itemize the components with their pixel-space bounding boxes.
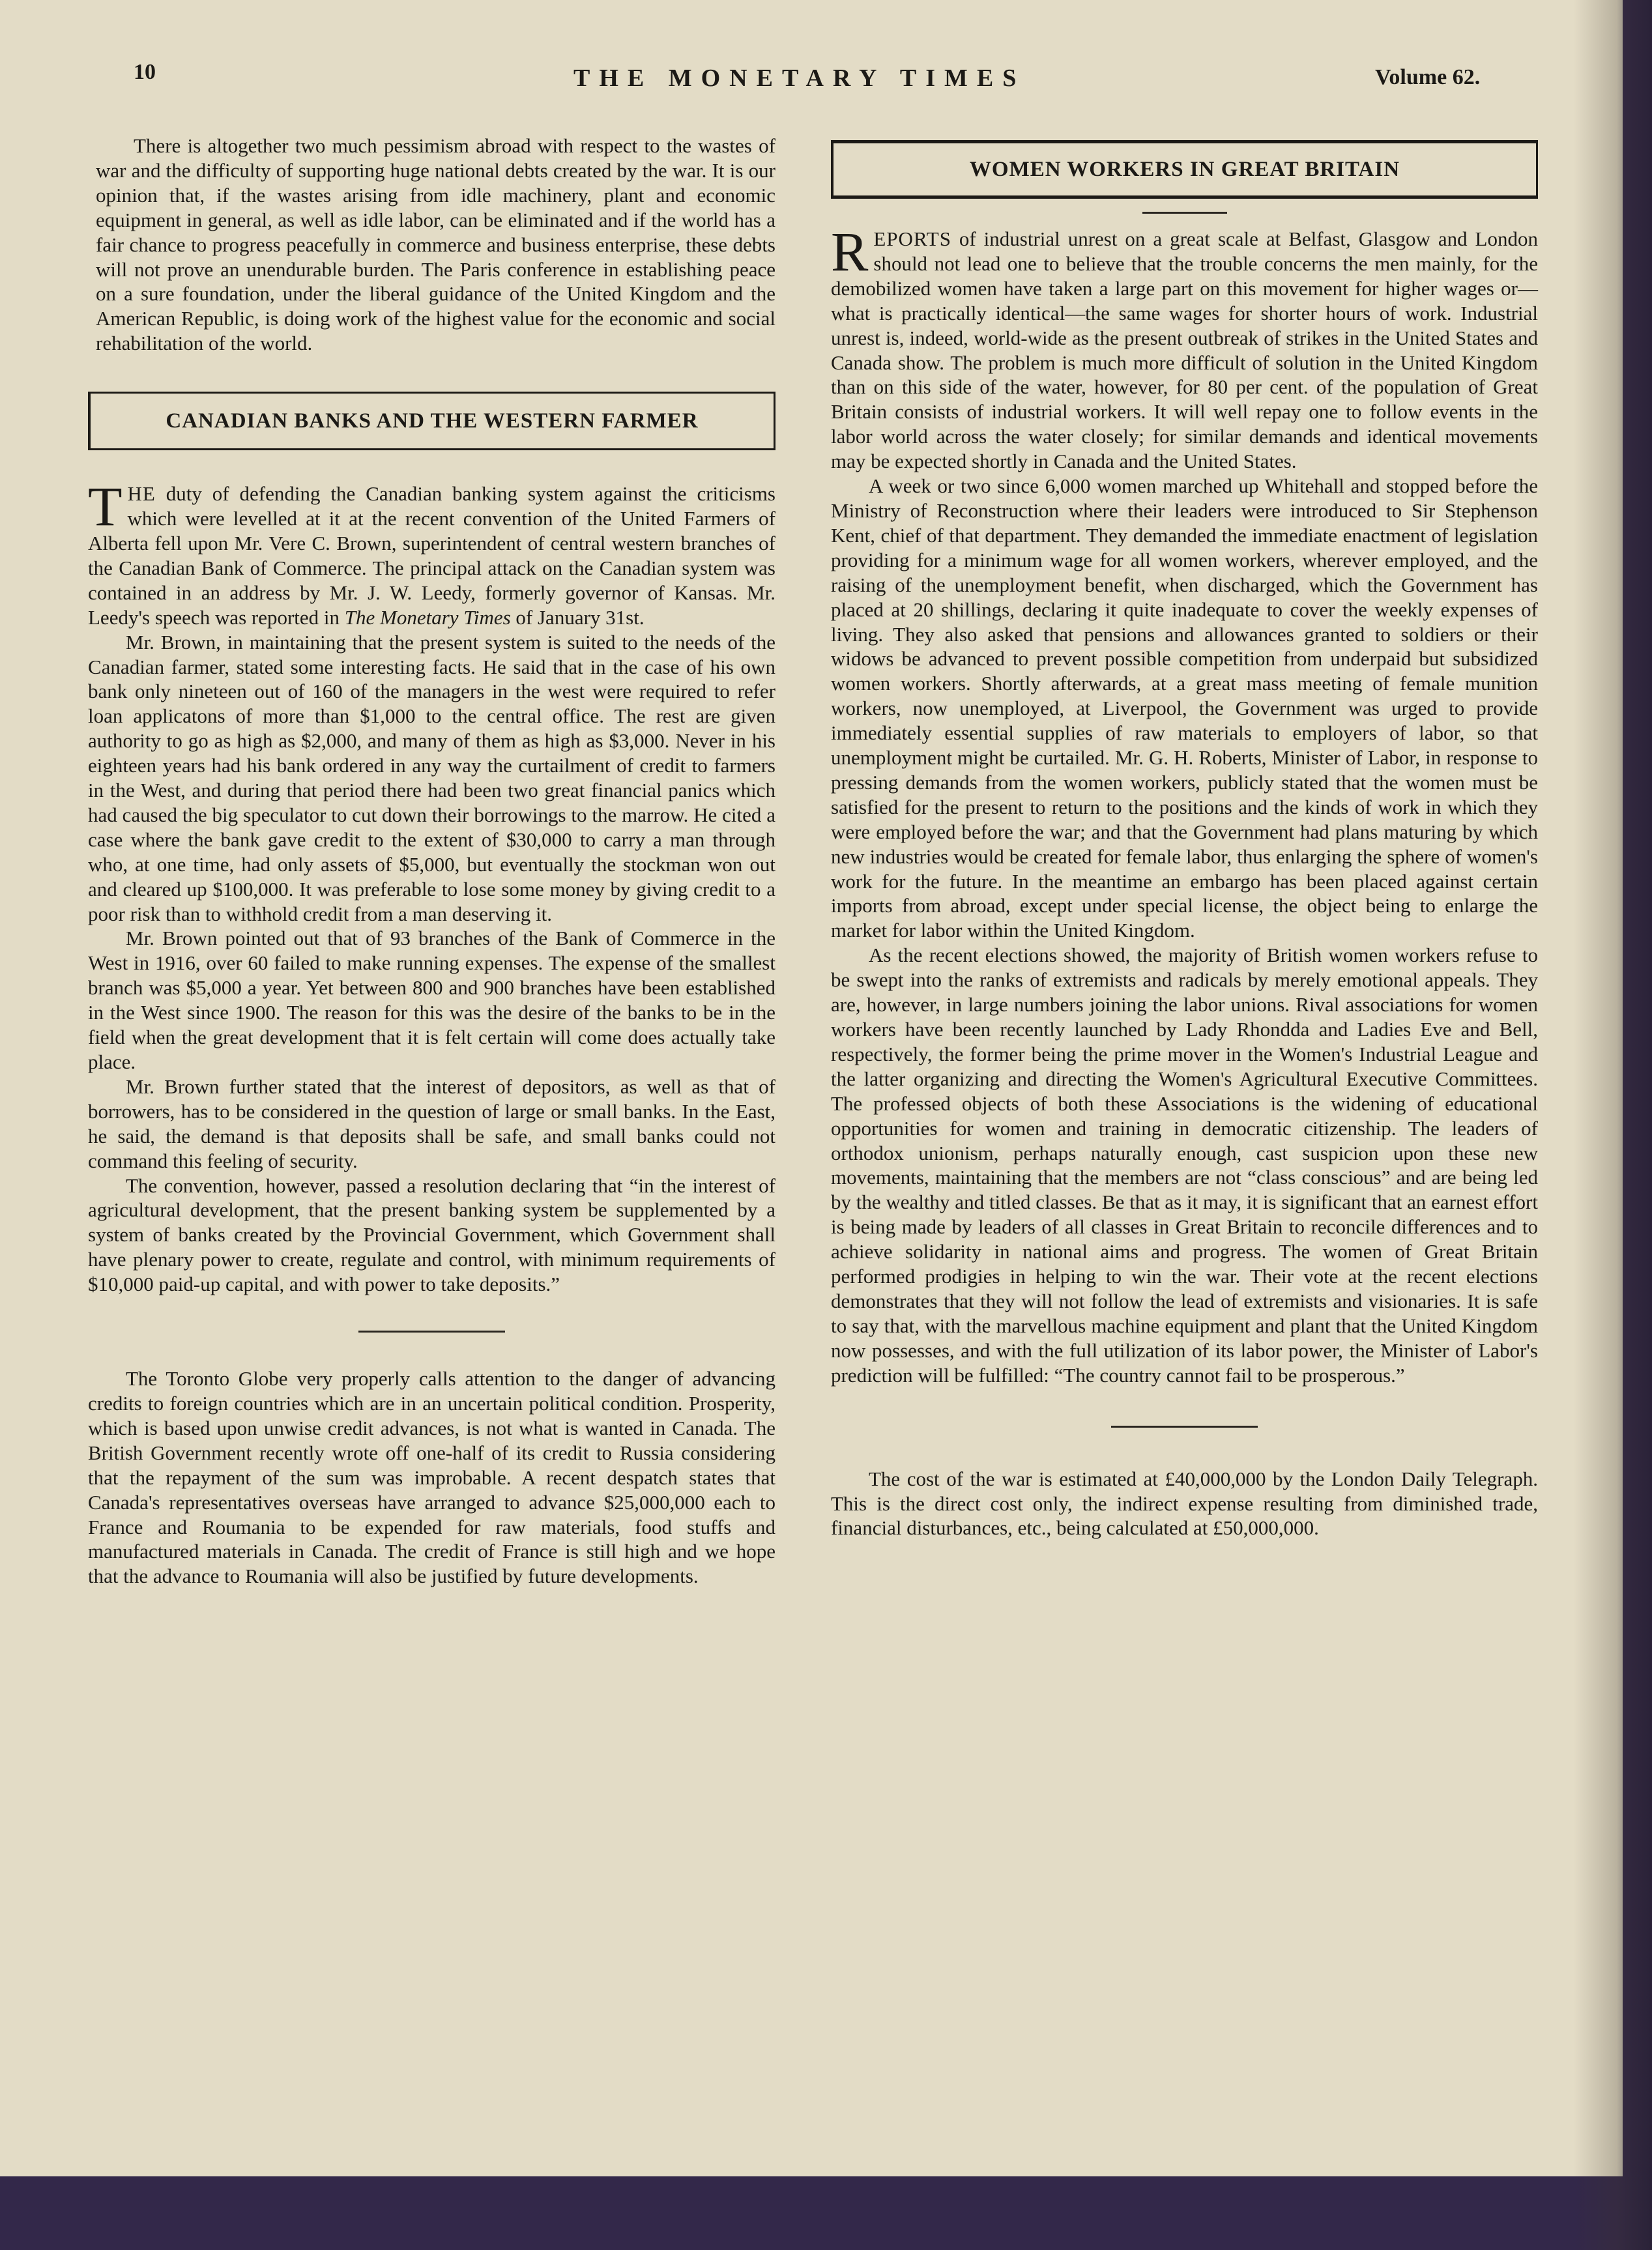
volume-label: Volume 62. [1375,65,1481,89]
article-title-women-workers [831,140,1538,199]
page-spine-shadow [1574,0,1652,2250]
right-column [831,134,1538,1540]
page-number: 10 [134,60,156,84]
article-title-text: CANADIAN BANKS AND THE WESTERN FARMER [166,409,699,433]
intro-paragraph: There is altogether two much pessimism abroad with respect to the wastes of war and the difficulty of supporting huge national debts created by the war. It is our opinion that, if the wastes arising from idle machinery, plant and economic equipment in general, as well as idle labor, can be eliminated and if the world has a fair chance to progress peacefully in commerce and business enterprise, these debts will not prove an unendurable burden. The Paris conference in establishing peace on a sure foundation, under the liberal guidance of the United Kingdom and the American Republic, is doing work of the highest value for the economic and social rehabilitation of the world. [96,134,775,355]
publication-name: The Monetary Times [344,605,511,629]
article-paragraph: The convention, however, passed a resolution declaring that “in the interest of agricultural development, that the present banking system be supplemented by a system of banks created by the Provincial Government, which Government shall have plenary power to create, regulate and control, with minimum requirements of $10,000 paid-up capital, and with power to take deposits.” [88,1174,775,1296]
paragraph-text: of industrial unrest on a great scale at Belfast, Glasgow and London should not lead one to believe that the trouble concerns the men mainly, for the demobilized women have taken a large part on this movement for higher wages or—what is practically identical—the same wages for shorter hours of work. Industrial unrest is, indeed, world-wide as the present outbreak of strikes in the United States and Canada show. The problem is much more difficult of solution in the United Kingdom than on this side of the water, however, for 80 per cent. of the population of Great Britain consists of industrial workers. It will well repay one to follow events in the labor world across the water closely; for similar demands and identical movements may be expected shortly in Canada and the United States. [831,227,1538,473]
paragraph-text-end: of January 31st. [510,605,645,629]
article-paragraph: As the recent elections showed, the majority of British women workers refuse to be swept into the ranks of extremists and radicals by merely emotional appeals. They are, however, in large numbers joining the labor unions. Rival associations for women workers have been recently launched by Lady Rhondda and Ladies Eve and Bell, respectively, the former being the prime mover in the Women's Industrial League and the latter organizing and directing the Women's Agricultural Executive Committees. The professed objects of both these Associations is the widening of educational opportunities for women and training in democratic citizenship. The leaders of orthodox unionism, perhaps naturally enough, cast suspicion upon these new movements, maintaining that the members are not “class conscious” and are being led by the wealthy and titled classes. Be that as it may, it is significant that an earnest effort is being made by leaders of all classes in Great Britain to reconcile differences and to achieve solidarity in national aims and progress. The women of Great Britain performed prodigies in helping to win the war. Their vote at the recent elections demonstrates that they will not follow the lead of extremists and visionaries. It is safe to say that, with the marvellous machine equipment and plant that the United Kingdom now possesses, and with the full utilization of its labor power, the Minister of Labor's prediction will be fulfilled: “The country cannot fail to be prosperous.” [831,944,1538,1387]
drop-cap: R [831,220,869,283]
article-title-text: WOMEN WORKERS IN GREAT BRITAIN [969,157,1400,181]
drop-cap: T [88,475,123,538]
globe-paragraph: The Toronto Globe very properly calls attention to the danger of advancing credits to foreign countries which are in an uncertain political condition. Prosperity, which is based upon unwise credit advances, is not what is wanted in Canada. The British Government recently wrote off one-half of its credit to Russia considering that the repayment of the sum was improbable. A recent despatch states that Canada's representatives overseas have arranged to advance $25,000,000 each to France and Roumania to be expended for raw materials, food stuffs and manufactured materials in Canada. The credit of France is still high and we hope that the advance to Roumania will also be justified by future developments. [88,1367,775,1588]
article-paragraph: Mr. Brown, in maintaining that the present system is suited to the needs of the Canadian farmer, stated some interesting facts. He said that in the case of his own bank only nineteen out of 160 of the managers in the west were required to refer loan applicatons of more than $1,000 to the central office. The rest are given authority to go as high as $2,000, and many of them as high as $3,000. Never in his eighteen years had his bank ordered in any way the curtailment of credit to farmers in the West, and during that period there had been two great financial panics which had caused the big speculator to cut down their borrowings to the marrow. He cited a case where the bank gave credit to the extent of $30,000 to carry a man through who, at one time, had only assets of $5,000, but eventually the stockman won out and cleared up $100,000. It was preferable to lose some money by giving credit to a poor risk than to withhold credit from a man deserving it. [88,630,775,925]
page-header [0,60,1623,99]
war-cost-paragraph: The cost of the war is estimated at £40,000,000 by the London Daily Telegraph. This is the direct cost only, the indirect expense resulting from diminished trade, financial disturbances, etc., being calculated at £50,000,000. [831,1467,1538,1540]
paragraph-text: duty of defending the Canadian banking system against the criticisms which were levelled at it at the recent convention of the United Farmers of Alberta fell upon Mr. Vere C. Brown, superintendent of central western branches of the Canadian Bank of Commerce. The principal attack on the Canadian system was contained in an address by Mr. J. W. Leedy, formerly governor of Kansas. Mr. Leedy's speech was reported in [88,482,775,629]
left-column [88,134,775,1589]
article-paragraph: Mr. Brown further stated that the interest of depositors, as well as that of borrowers, has to be considered in the question of large or small banks. In the East, he said, the demand is that deposits shall be safe, and small banks could not command this feeling of security. [88,1075,775,1172]
masthead: THE MONETARY TIMES [573,65,1026,92]
article-paragraph: Mr. Brown pointed out that of 93 branches of the Bank of Commerce in the West in 1916, over 60 failed to make running expenses. The expense of the smallest branch was $5,000 a year. Yet between 800 and 900 branches have been established in the West since 1900. The reason for this was the desire of the banks to be in the field when the great development that it is felt certain will come does actually take place. [88,927,775,1073]
article-paragraph [88,475,775,629]
article-paragraph: A week or two since 6,000 women marched up Whitehall and stopped before the Ministry of Reconstruction where their leaders were introduced to Sir Stephenson Kent, chief of that department. They demanded the immediate enactment of legislation providing for a minimum wage for all women workers, wherever employed, and the raising of the unemployment benefit, when discharged, which the Government has placed at 20 shillings, declaring it quite inadequate to cover the weekly expenses of living. They also asked that pensions and allowances granted to soldiers or their widows be advanced to prevent possible competition from underpaid but subsidized women workers. Shortly afterwards, at a great mass meeting of female munition workers, now unemployed, at Liverpool, the Government was urged to provide immediately essential supplies of raw materials to employers of labor, so that unemployment might be curtailed. Mr. G. H. Roberts, Minister of Labor, in response to pressing demands from the women workers, publicly stated that the women must be satisfied for the present to return to the positions and the kinds of work in which they were employed before the war; and that the Government had plans maturing by which new industries would be created for female labor, thus enlarging the sphere of women's work for the future. In the meantime an embargo has been placed against certain imports from abroad, except under special license, the object being to enlarge the market for labor within the United Kingdom. [831,474,1538,942]
article-title-canadian-banks [88,392,775,450]
article-paragraph [831,220,1538,474]
lead-caps: EPORTS [873,227,951,250]
lead-caps: HE [127,482,156,506]
